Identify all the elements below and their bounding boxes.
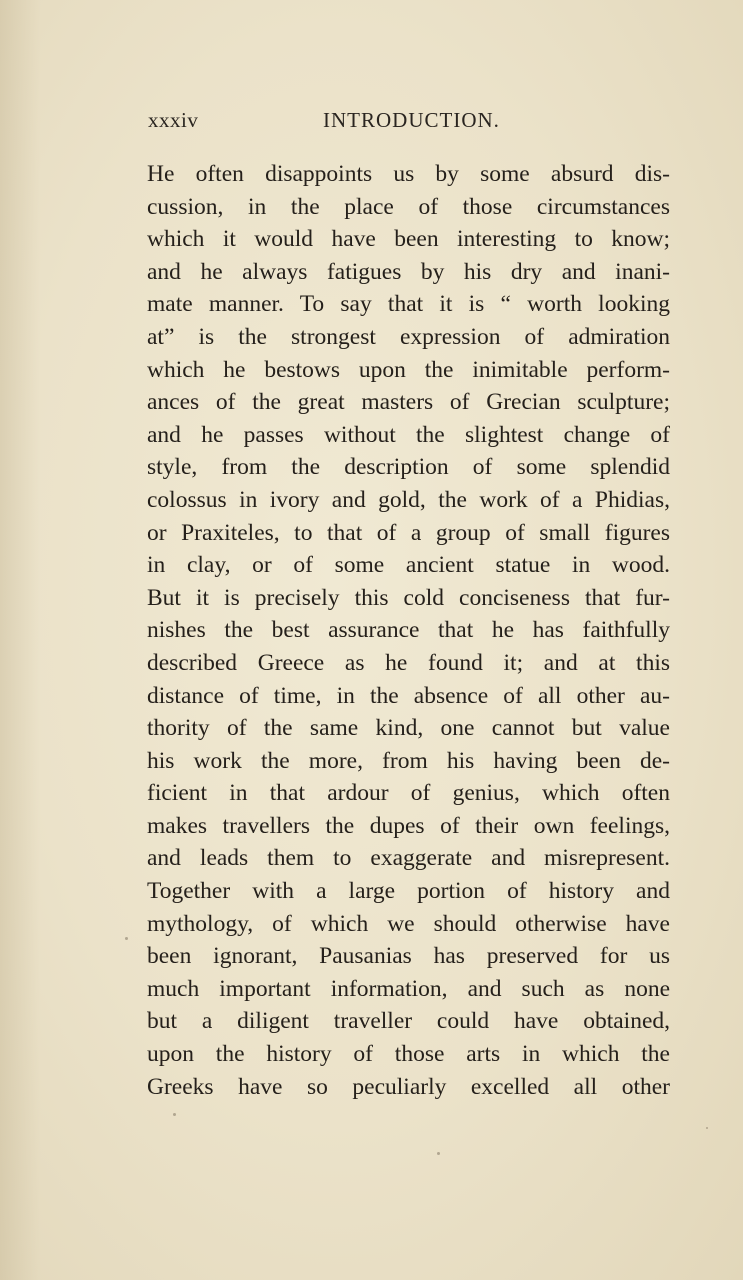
text-line: or Praxiteles, to that of a group of small figures bbox=[147, 519, 670, 546]
text-line: ficient in that ardour of genius, which often bbox=[147, 780, 670, 807]
text-line: But it is precisely this cold conciseness that fur- bbox=[147, 584, 670, 611]
paper-speck bbox=[173, 1113, 176, 1116]
paper-speck bbox=[125, 937, 128, 940]
text-line: in clay, or of some ancient statue in wood. bbox=[147, 552, 670, 579]
text-line: thority of the same kind, one cannot but value bbox=[147, 715, 670, 742]
text-line: at” is the strongest expression of admiration bbox=[147, 323, 670, 350]
text-line: but a diligent traveller could have obtained, bbox=[147, 1008, 670, 1035]
page-gutter-shadow bbox=[0, 0, 40, 1280]
text-line: and leads them to exaggerate and misrepresent. bbox=[147, 845, 670, 872]
running-title: INTRODUCTION. bbox=[323, 108, 500, 132]
text-line: mate manner. To say that it is “ worth looking bbox=[147, 291, 670, 318]
body-text bbox=[147, 158, 670, 1103]
text-line: been ignorant, Pausanias has preserved for us bbox=[147, 943, 670, 970]
text-line: nishes the best assurance that he has faithfully bbox=[147, 617, 670, 644]
text-line: style, from the description of some splendid bbox=[147, 454, 670, 481]
running-head bbox=[148, 108, 668, 138]
text-line: which it would have been interesting to know; bbox=[147, 226, 670, 253]
text-line: which he bestows upon the inimitable perform- bbox=[147, 356, 670, 383]
text-line: distance of time, in the absence of all other au- bbox=[147, 682, 670, 709]
text-line: and he passes without the slightest change of bbox=[147, 421, 670, 448]
text-line: cussion, in the place of those circumstances bbox=[147, 193, 670, 220]
text-line: and he always fatigues by his dry and inani- bbox=[147, 258, 670, 285]
paper-speck bbox=[437, 1152, 440, 1155]
text-line: He often disappoints us by some absurd dis- bbox=[147, 161, 670, 187]
text-line: upon the history of those arts in which the bbox=[147, 1041, 670, 1068]
text-line: Greeks have so peculiarly excelled all other bbox=[147, 1073, 670, 1100]
text-line: his work the more, from his having been de- bbox=[147, 747, 670, 774]
paper-speck bbox=[706, 1127, 708, 1129]
text-line: colossus in ivory and gold, the work of a Phidias, bbox=[147, 486, 670, 513]
text-line: mythology, of which we should otherwise have bbox=[147, 910, 670, 937]
text-line: much important information, and such as none bbox=[147, 975, 670, 1002]
text-line: described Greece as he found it; and at this bbox=[147, 649, 670, 676]
text-line: Together with a large portion of history and bbox=[147, 878, 670, 905]
page-number: xxxiv bbox=[148, 108, 199, 132]
text-line: ances of the great masters of Grecian sculpture; bbox=[147, 389, 670, 416]
text-line: makes travellers the dupes of their own feelings, bbox=[147, 812, 670, 839]
